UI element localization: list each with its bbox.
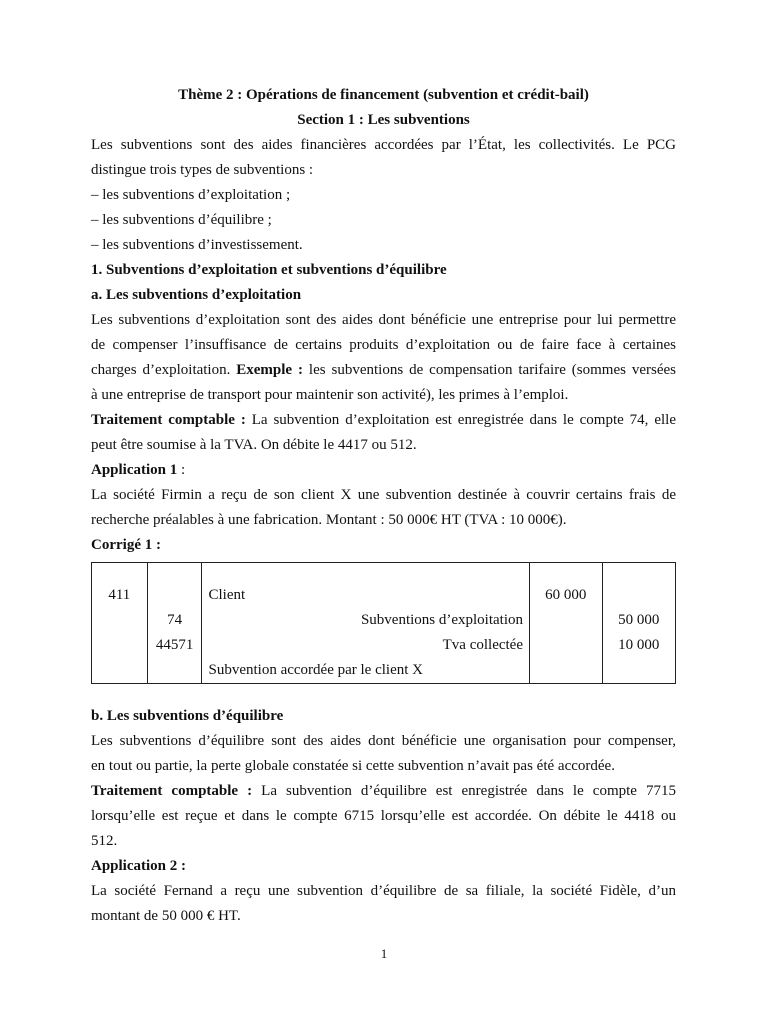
traitement-a-line-1: [91, 408, 676, 433]
credit-amount-2: 10 000: [618, 637, 660, 653]
traitement-b-line-1: [91, 779, 676, 804]
traitement-b-line-2: lorsqu’elle est reçue et dans le compte 6715 lorsqu’elle est accordée. On débite le 4418 ou: [91, 808, 676, 824]
traitement-b-text: La subvention d’équilibre est enregistrée dans le compte 7715: [252, 783, 676, 799]
traitement-a-text: La subvention d’exploitation est enregistrée dans le compte 74, elle: [245, 412, 676, 428]
intro-line-2: distingue trois types de subventions :: [91, 162, 314, 178]
page-number: 1: [380, 946, 388, 961]
credit-amount-cell: [602, 563, 676, 684]
journal-row: [92, 563, 676, 684]
application-2-line-1: La société Fernand a reçu une subvention d’équilibre de sa filiale, la société Fidèle, d’un: [91, 883, 676, 899]
type-item-1: – les subventions d’exploitation ;: [91, 187, 291, 203]
debit-amount: 60 000: [545, 587, 587, 603]
credit-account-cell: [147, 563, 202, 684]
application-1-line-2: recherche préalables à une fabrication. Montant : 50 000€ HT (TVA : 10 000€).: [91, 512, 567, 528]
credit-amount-1: 50 000: [618, 612, 660, 628]
credit-account-1: 74: [167, 612, 183, 628]
entry-line-tva: Tva collectée: [442, 637, 524, 653]
intro-line-1: Les subventions sont des aides financières accordées par l’État, les collectivités. Le PCG: [91, 137, 676, 153]
traitement-b-line-3: 512.: [91, 833, 118, 849]
traitement-a-line-2: peut être soumise à la TVA. On débite le 4417 ou 512.: [91, 437, 417, 453]
application-1-colon: :: [177, 462, 186, 478]
entry-line-client: Client: [208, 587, 246, 603]
heading-b: b. Les subventions d’équilibre: [91, 708, 284, 724]
heading-a: a. Les subventions d’exploitation: [91, 287, 302, 303]
application-1-heading: [91, 458, 676, 483]
journal-entry-table: [91, 562, 676, 684]
debit-account-cell: [92, 563, 148, 684]
application-1-line-1: La société Firmin a reçu de son client X une subvention destinée à couvrir certains frais de: [91, 487, 676, 503]
type-item-3: – les subventions d’investissement.: [91, 237, 303, 253]
para-a-line-2: de compenser l’insuffisance de certains produits d’exploitation ou de faire face à certaines: [91, 337, 676, 353]
para-a-line-3-end: les subventions de compensation tarifaire (sommes versées: [303, 362, 676, 378]
credit-account-2: 44571: [155, 637, 194, 653]
type-item-2: – les subventions d’équilibre ;: [91, 212, 272, 228]
para-b-line-1: Les subventions d’équilibre sont des aides dont bénéficie une organisation pour compenser,: [91, 733, 676, 749]
para-a-line-4: à une entreprise de transport pour maintenir son activité), les primes à l’emploi.: [91, 387, 569, 403]
exemple-label: Exemple :: [236, 362, 304, 378]
debit-amount-cell: [530, 563, 602, 684]
application-2-heading: Application 2 :: [91, 858, 187, 874]
application-1-label: Application 1: [91, 462, 178, 478]
application-2-line-2: montant de 50 000 € HT.: [91, 908, 241, 924]
label-cell: [202, 563, 530, 684]
para-a-line-3-start: charges d’exploitation.: [91, 362, 237, 378]
heading-1: 1. Subventions d’exploitation et subventions d’équilibre: [91, 262, 447, 278]
traitement-a-label: Traitement comptable :: [91, 412, 246, 428]
para-a-line-3: [91, 358, 676, 383]
section-title: Section 1 : Les subventions: [297, 112, 470, 128]
para-a-line-1: Les subventions d’exploitation sont des aides dont bénéficie une entreprise pour lui permettre: [91, 312, 676, 328]
document-title: Thème 2 : Opérations de financement (subvention et crédit-bail): [178, 87, 589, 103]
traitement-b-label: Traitement comptable :: [91, 783, 253, 799]
document-page: [91, 83, 676, 929]
para-b-line-2: en tout ou partie, la perte globale constatée si cette subvention n’avait pas été accordée.: [91, 758, 615, 774]
entry-line-subventions: Subventions d’exploitation: [360, 612, 524, 628]
corrige-1-heading: Corrigé 1 :: [91, 537, 161, 553]
debit-account: 411: [108, 587, 131, 603]
entry-line-description: Subvention accordée par le client X: [208, 662, 423, 678]
